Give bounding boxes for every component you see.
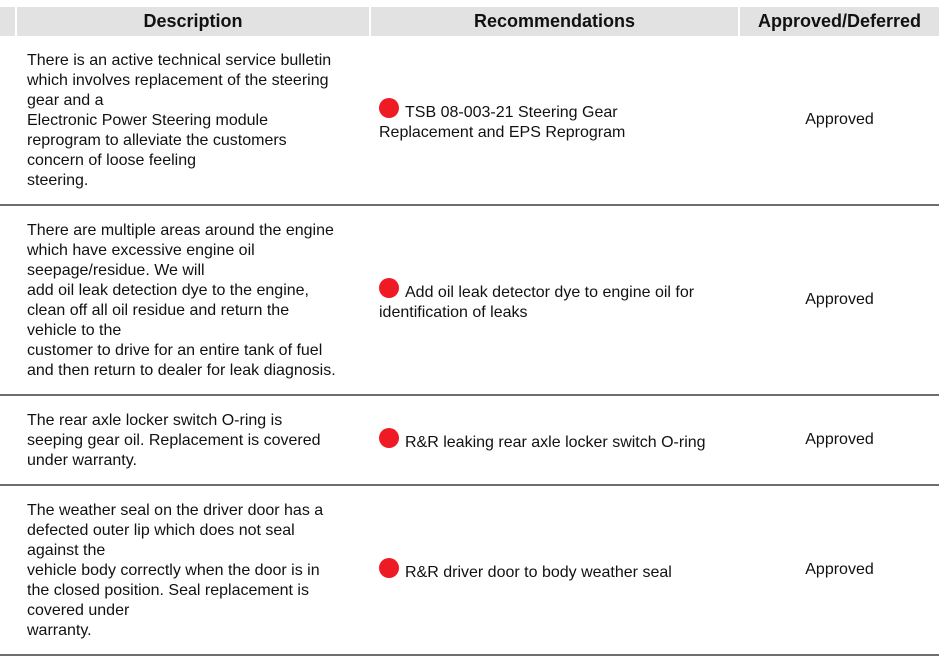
description-line: vehicle to the	[27, 322, 122, 339]
description-line: warranty.	[27, 622, 92, 639]
row-stub	[0, 36, 16, 205]
table-header-row	[0, 7, 939, 36]
description-line: steering.	[27, 172, 89, 189]
status-dot-icon	[379, 278, 399, 298]
header-description: Description	[16, 7, 370, 36]
table-row	[0, 36, 939, 205]
recommendation-cell	[370, 485, 739, 655]
approval-status: Approved	[739, 36, 939, 205]
description-line: against the	[27, 542, 106, 559]
description-line: the closed position. Seal replacement is	[27, 582, 309, 599]
description-line: and then return to dealer for leak diagnosis.	[27, 362, 336, 379]
description-line: There are multiple areas around the engine	[27, 222, 334, 239]
recommendation-line: R&R driver door to body weather seal	[405, 563, 672, 581]
description-cell	[16, 485, 370, 655]
recommendation-cell	[370, 205, 739, 395]
description-cell	[16, 395, 370, 485]
status-dot-icon	[379, 98, 399, 118]
status-dot-icon	[379, 428, 399, 448]
recommendation-line: Replacement and EPS Reprogram	[379, 123, 626, 141]
approval-status: Approved	[739, 205, 939, 395]
description-line: Electronic Power Steering module	[27, 112, 269, 129]
table-row	[0, 485, 939, 655]
row-stub	[0, 395, 16, 485]
header-recommendations: Recommendations	[370, 7, 739, 36]
header-approved-deferred: Approved/Deferred	[739, 7, 939, 36]
description-line: The weather seal on the driver door has a	[27, 502, 324, 519]
description-line: There is an active technical service bulletin	[27, 52, 332, 69]
description-line: reprogram to alleviate the customers	[27, 132, 287, 149]
table-row	[0, 395, 939, 485]
description-line: add oil leak detection dye to the engine,	[27, 282, 309, 299]
approval-status: Approved	[739, 485, 939, 655]
recommendation-line: Add oil leak detector dye to engine oil for	[405, 283, 695, 301]
description-line: under warranty.	[27, 452, 137, 469]
description-line: concern of loose feeling	[27, 152, 196, 169]
row-stub	[0, 205, 16, 395]
description-line: covered under	[27, 602, 130, 619]
description-cell	[16, 36, 370, 205]
recommendation-line: TSB 08-003-21 Steering Gear	[405, 103, 618, 121]
recommendation-cell	[370, 36, 739, 205]
approval-status: Approved	[739, 395, 939, 485]
description-line: The rear axle locker switch O-ring is	[27, 412, 283, 429]
description-line: customer to drive for an entire tank of fuel	[27, 342, 323, 359]
description-line: which have excessive engine oil	[27, 242, 255, 259]
header-stub	[0, 7, 16, 36]
recommendations-table	[0, 7, 939, 656]
description-line: gear and a	[27, 92, 104, 109]
recommendation-line: R&R leaking rear axle locker switch O-ring	[405, 433, 706, 451]
description-line: seeping gear oil. Replacement is covered	[27, 432, 321, 449]
description-line: seepage/residue. We will	[27, 262, 205, 279]
row-stub	[0, 485, 16, 655]
description-line: clean off all oil residue and return the	[27, 302, 290, 319]
description-line: which involves replacement of the steering	[27, 72, 329, 89]
description-line: vehicle body correctly when the door is in	[27, 562, 320, 579]
table-row	[0, 205, 939, 395]
description-line: defected outer lip which does not seal	[27, 522, 295, 539]
description-cell	[16, 205, 370, 395]
recommendation-cell	[370, 395, 739, 485]
recommendation-line: identification of leaks	[379, 303, 528, 321]
status-dot-icon	[379, 558, 399, 578]
